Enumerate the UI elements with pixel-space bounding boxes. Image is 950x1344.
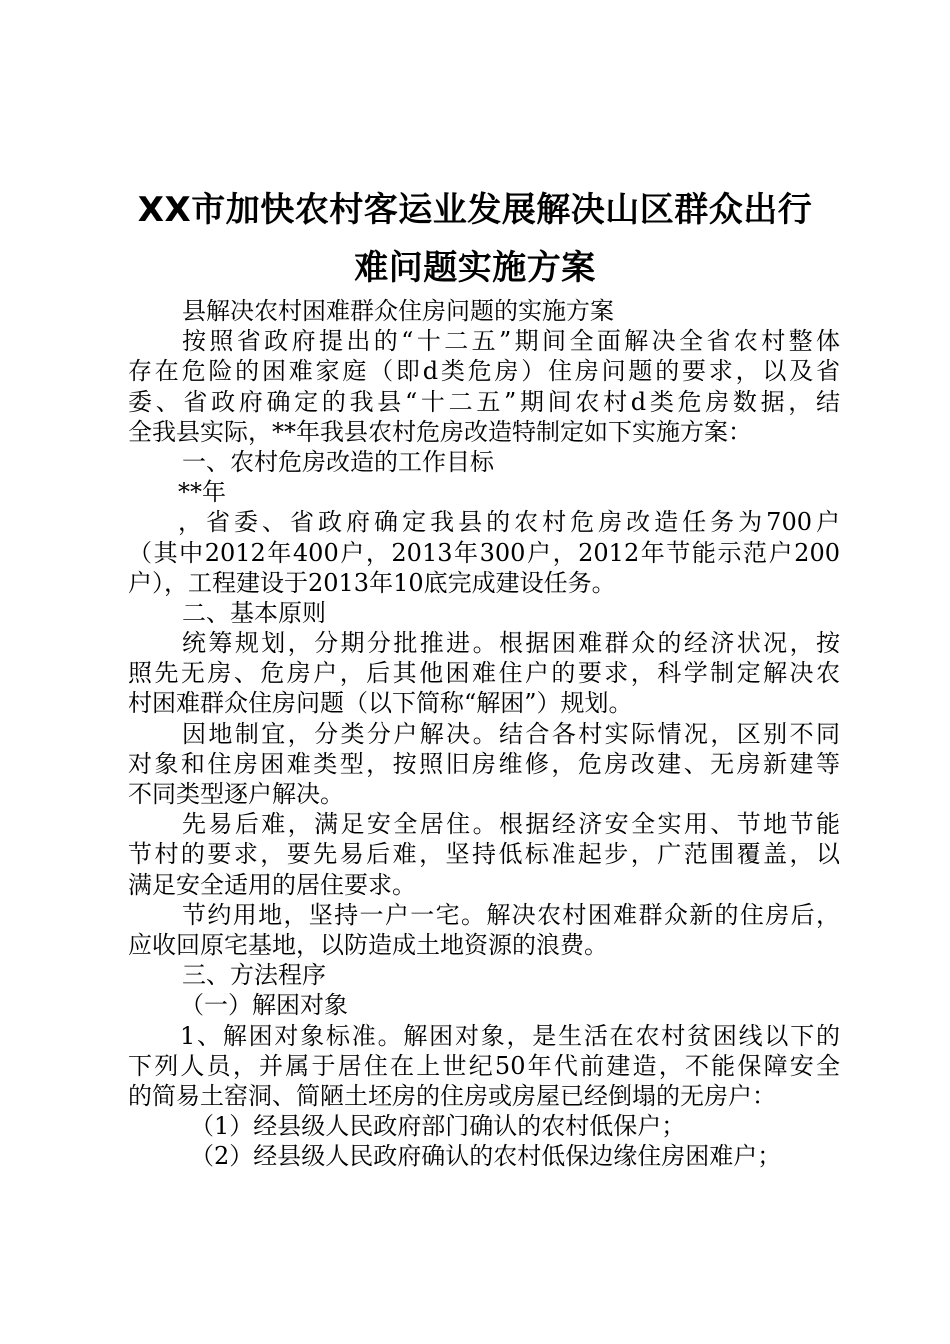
body-line: 节约用地，坚持一户一宅。解决农村困难群众新的住房后， (182, 900, 840, 929)
body-line: 1、解困对象标准。解困对象，是生活在农村贫困线以下的 (180, 1021, 840, 1050)
body-line: 满足安全适用的居住要求。 (128, 870, 416, 899)
list-item: （2）经县级人民政府确认的农村低保边缘住房困难户； (190, 1142, 782, 1171)
body-line: 县解决农村困难群众住房问题的实施方案 (182, 297, 614, 325)
body-line: 对象和住房困难类型，按照旧房维修，危房改建、无房新建等 (128, 749, 840, 778)
subsection-heading: （一）解困对象 (180, 991, 348, 1020)
section-heading: 一、农村危房改造的工作目标 (182, 447, 494, 476)
body-line: 下列人员，并属于居住在上世纪50年代前建造，不能保障安全 (128, 1051, 840, 1080)
section-heading: 三、方法程序 (182, 961, 326, 990)
body-line: 按照省政府提出的“十二五”期间全面解决全省农村整体 (182, 327, 840, 356)
body-line: 全我县实际，**年我县农村危房改造特制定如下实施方案： (128, 417, 752, 446)
body-line: 因地制宜，分类分户解决。结合各村实际情况，区别不同 (182, 719, 840, 748)
body-line: 节村的要求，要先易后难，坚持低标准起步，广范围覆盖，以 (128, 840, 840, 869)
body-line: **年 (178, 478, 226, 507)
body-line: ，省委、省政府确定我县的农村危房改造任务为700户 (178, 508, 840, 537)
body-line: 委、省政府确定的我县“十二五”期间农村d类危房数据，结 (128, 387, 840, 416)
body-line: 统筹规划，分期分批推进。根据困难群众的经济状况，按 (182, 629, 840, 658)
body-line: 先易后难，满足安全居住。根据经济安全实用、节地节能 (182, 810, 840, 839)
body-line: 村困难群众住房问题（以下简称“解困”）规划。 (128, 689, 633, 718)
body-line: （其中2012年400户，2013年300户，2012年节能示范户200 (128, 538, 840, 567)
document-body (128, 296, 840, 1171)
list-item: （1）经县级人民政府部门确认的农村低保户； (190, 1112, 686, 1141)
section-heading: 二、基本原则 (182, 598, 326, 627)
document-title-line-2: 难问题实施方案 (354, 248, 596, 288)
body-line: 不同类型逐户解决。 (128, 780, 344, 808)
body-line: 存在危险的困难家庭（即d类危房）住房问题的要求，以及省 (128, 357, 840, 386)
body-line: 照先无房、危房户，后其他困难住户的要求，科学制定解决农 (128, 659, 840, 688)
body-line: 应收回原宅基地，以防造成土地资源的浪费。 (128, 930, 608, 959)
body-line: 的简易土窑洞、简陋土坯房的住房或房屋已经倒塌的无房户： (128, 1081, 776, 1110)
document-title-line-1: XX市加快农村客运业发展解决山区群众出行 (137, 190, 813, 230)
body-line: 户），工程建设于2013年10底完成建设任务。 (128, 568, 616, 597)
